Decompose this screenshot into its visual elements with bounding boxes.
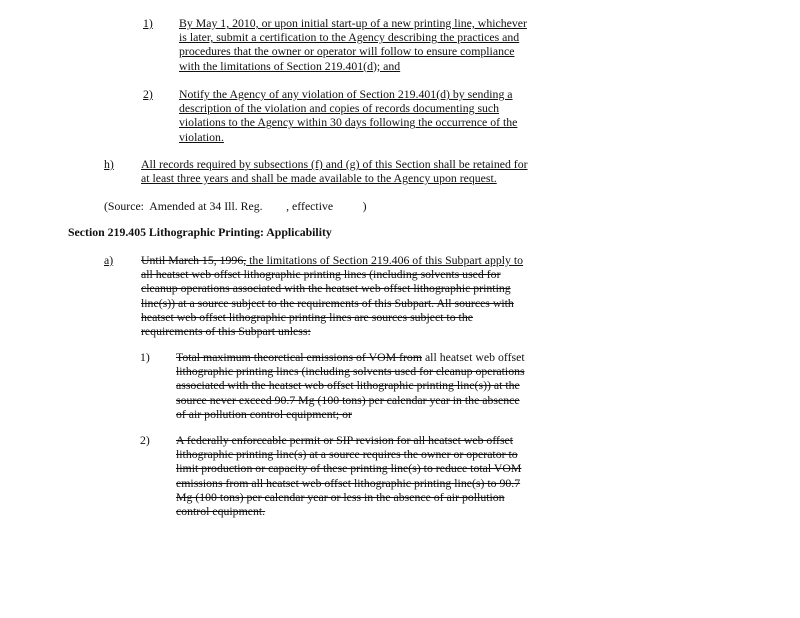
item-a2-text — [176, 433, 536, 518]
source-note: (Source: Amended at 34 Ill. Reg. , effective ) — [104, 199, 367, 213]
text-line: cleanup operations associated with the heatset web offset lithographic printing — [141, 281, 511, 296]
item-g2-text — [179, 87, 534, 144]
text-line: A federally enforceable permit or SIP revision for all heatset web offset — [176, 433, 514, 447]
text-line: emissions from all heatset web offset lithographic printing line(s) to 90.7 — [176, 475, 521, 490]
struck-text: Total maximum theoretical emissions of VOM from — [176, 350, 422, 364]
item-g1-label: 1) — [143, 16, 153, 30]
text-line: all heatset web offset lithographic printing lines (including solvents used for — [141, 267, 501, 282]
subsection-a-label: a) — [104, 253, 114, 267]
text-line: line(s)) at a source subject to the requirements of this Subpart. All sources with — [141, 295, 514, 310]
text-line: Notify the Agency of any violation of Section 219.401(d) by sending a — [179, 87, 513, 101]
text-line — [176, 350, 536, 364]
item-a1-label: 1) — [140, 350, 150, 364]
subsection-h-text — [141, 157, 541, 185]
text-line: procedures that the owner or operator will follow to ensure compliance — [179, 44, 515, 59]
subsection-h-label: h) — [104, 157, 114, 171]
item-a1-text — [176, 350, 536, 421]
subsection-a-text — [141, 253, 536, 338]
text-line: of air pollution control equipment; or — [176, 406, 352, 421]
item-g1-text — [179, 16, 534, 73]
inserted-text: the limitations of Section 219.406 of this Subpart apply to — [246, 253, 524, 267]
text-line: requirements of this Subpart unless: — [141, 324, 311, 339]
text-line: control equipment. — [176, 504, 266, 519]
text-line: heatset web offset lithographic printing lines are sources subject to the — [141, 309, 473, 324]
text-line: By May 1, 2010, or upon initial start-up of a new printing line, whichever — [179, 16, 527, 30]
text-line: limit production or capacity of these printing line(s) to reduce total VOM — [176, 461, 522, 476]
text-line: at least three years and shall be made available to the Agency upon request. — [141, 171, 497, 186]
text-line — [141, 253, 536, 267]
item-a2-label: 2) — [140, 433, 150, 447]
text-line: All records required by subsections (f) and (g) of this Section shall be retained for — [141, 157, 528, 171]
text-line: is later, submit a certification to the Agency describing the practices and — [179, 30, 520, 45]
text-line: violations to the Agency within 30 days following the occurrence of the — [179, 115, 518, 130]
text-line: with the limitations of Section 219.401(d); and — [179, 58, 401, 73]
text-line: lithographic printing lines (including solvents used for cleanup operations — [176, 364, 525, 379]
plain-text: all heatset web offset — [422, 350, 525, 364]
section-heading: Section 219.405 Lithographic Printing: Applicability — [68, 225, 332, 239]
text-line: associated with the heatset web offset lithographic printing line(s)) at the — [176, 378, 520, 393]
item-g2-label: 2) — [143, 87, 153, 101]
text-line: Mg (100 tons) per calendar year or less in the absence of air pollution — [176, 489, 505, 504]
text-line: lithographic printing line(s) at a source requires the owner or operator to — [176, 447, 518, 462]
text-line: violation. — [179, 129, 224, 144]
text-line: description of the violation and copies of records documenting such — [179, 101, 500, 116]
text-line: source never exceed 90.7 Mg (100 tons) per calendar year in the absence — [176, 392, 520, 407]
struck-text: Until March 15, 1996, — [141, 253, 247, 267]
